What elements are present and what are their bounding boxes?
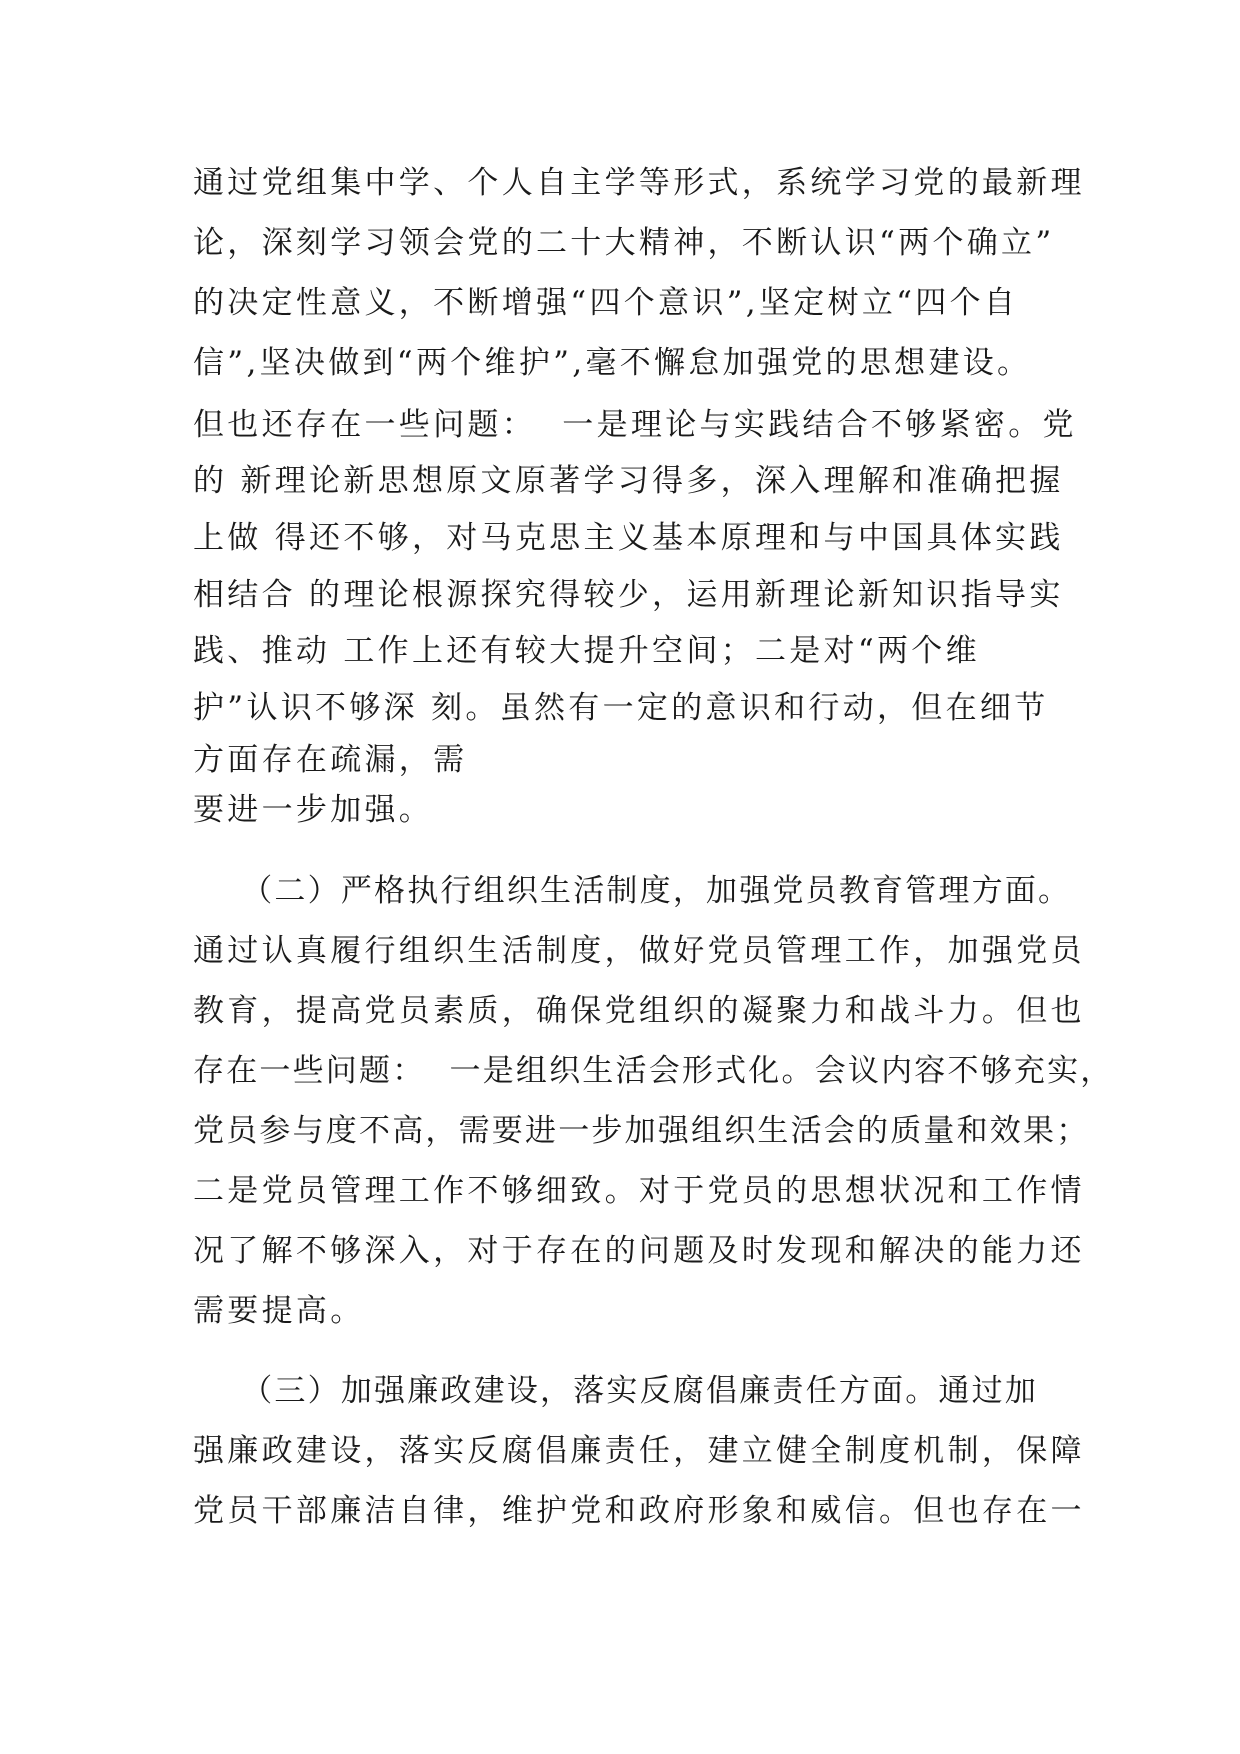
- text-line: 要进一步加强。: [193, 792, 434, 828]
- text-line: 教育，提高党员素质，确保党组织的凝聚力和战斗力。但也: [193, 993, 1085, 1029]
- text-line: 存在一些问题： 一是组织生活会形式化。会议内容不够充实，: [193, 1053, 1114, 1089]
- text-line: 的决定性意义，不断增强“四个意识”,坚定树立“四个自: [193, 285, 1019, 321]
- text-line: 通过党组集中学、个人自主学等形式，系统学习党的最新理: [193, 165, 1085, 201]
- text-line: 的 新理论新思想原文原著学习得多，深入理解和准确把握: [193, 463, 1064, 499]
- section-heading: （二）严格执行组织生活制度，加强党员教育管理方面。: [193, 873, 1072, 909]
- text-line: 信”,坚决做到“两个维护”,毫不懈怠加强党的思想建设。: [193, 345, 1032, 381]
- text-line: 但也还存在一些问题： 一是理论与实践结合不够紧密。党: [193, 407, 1077, 443]
- text-line: 上做 得还不够，对马克思主义基本原理和与中国具体实践: [193, 520, 1064, 556]
- text-line: 践、推动 工作上还有较大提升空间；二是对“两个维: [193, 633, 980, 669]
- text-line: 党员干部廉洁自律，维护党和政府形象和威信。但也存在一: [193, 1493, 1085, 1529]
- text-line: 通过认真履行组织生活制度，做好党员管理工作，加强党员: [193, 933, 1085, 969]
- text-line: 相结合 的理论根源探究得较少，运用新理论新知识指导实: [193, 577, 1064, 613]
- text-line: 党员参与度不高，需要进一步加强组织生活会的质量和效果；: [193, 1113, 1090, 1149]
- text-line: 方面存在疏漏，需: [193, 742, 468, 778]
- text-line: 况了解不够深入，对于存在的问题及时发现和解决的能力还: [193, 1233, 1085, 1269]
- text-line: 护”认识不够深 刻。虽然有一定的意识和行动，但在细节: [193, 690, 1049, 726]
- text-line: 二是党员管理工作不够细致。对于党员的思想状况和工作情: [193, 1173, 1085, 1209]
- text-line: 需要提高。: [193, 1293, 365, 1329]
- text-line: 强廉政建设，落实反腐倡廉责任，建立健全制度机制，保障: [193, 1433, 1085, 1469]
- text-line: 论，深刻学习领会党的二十大精神，不断认识“两个确立”: [193, 225, 1055, 261]
- section-heading: （三）加强廉政建设，落实反腐倡廉责任方面。通过加: [193, 1373, 1039, 1409]
